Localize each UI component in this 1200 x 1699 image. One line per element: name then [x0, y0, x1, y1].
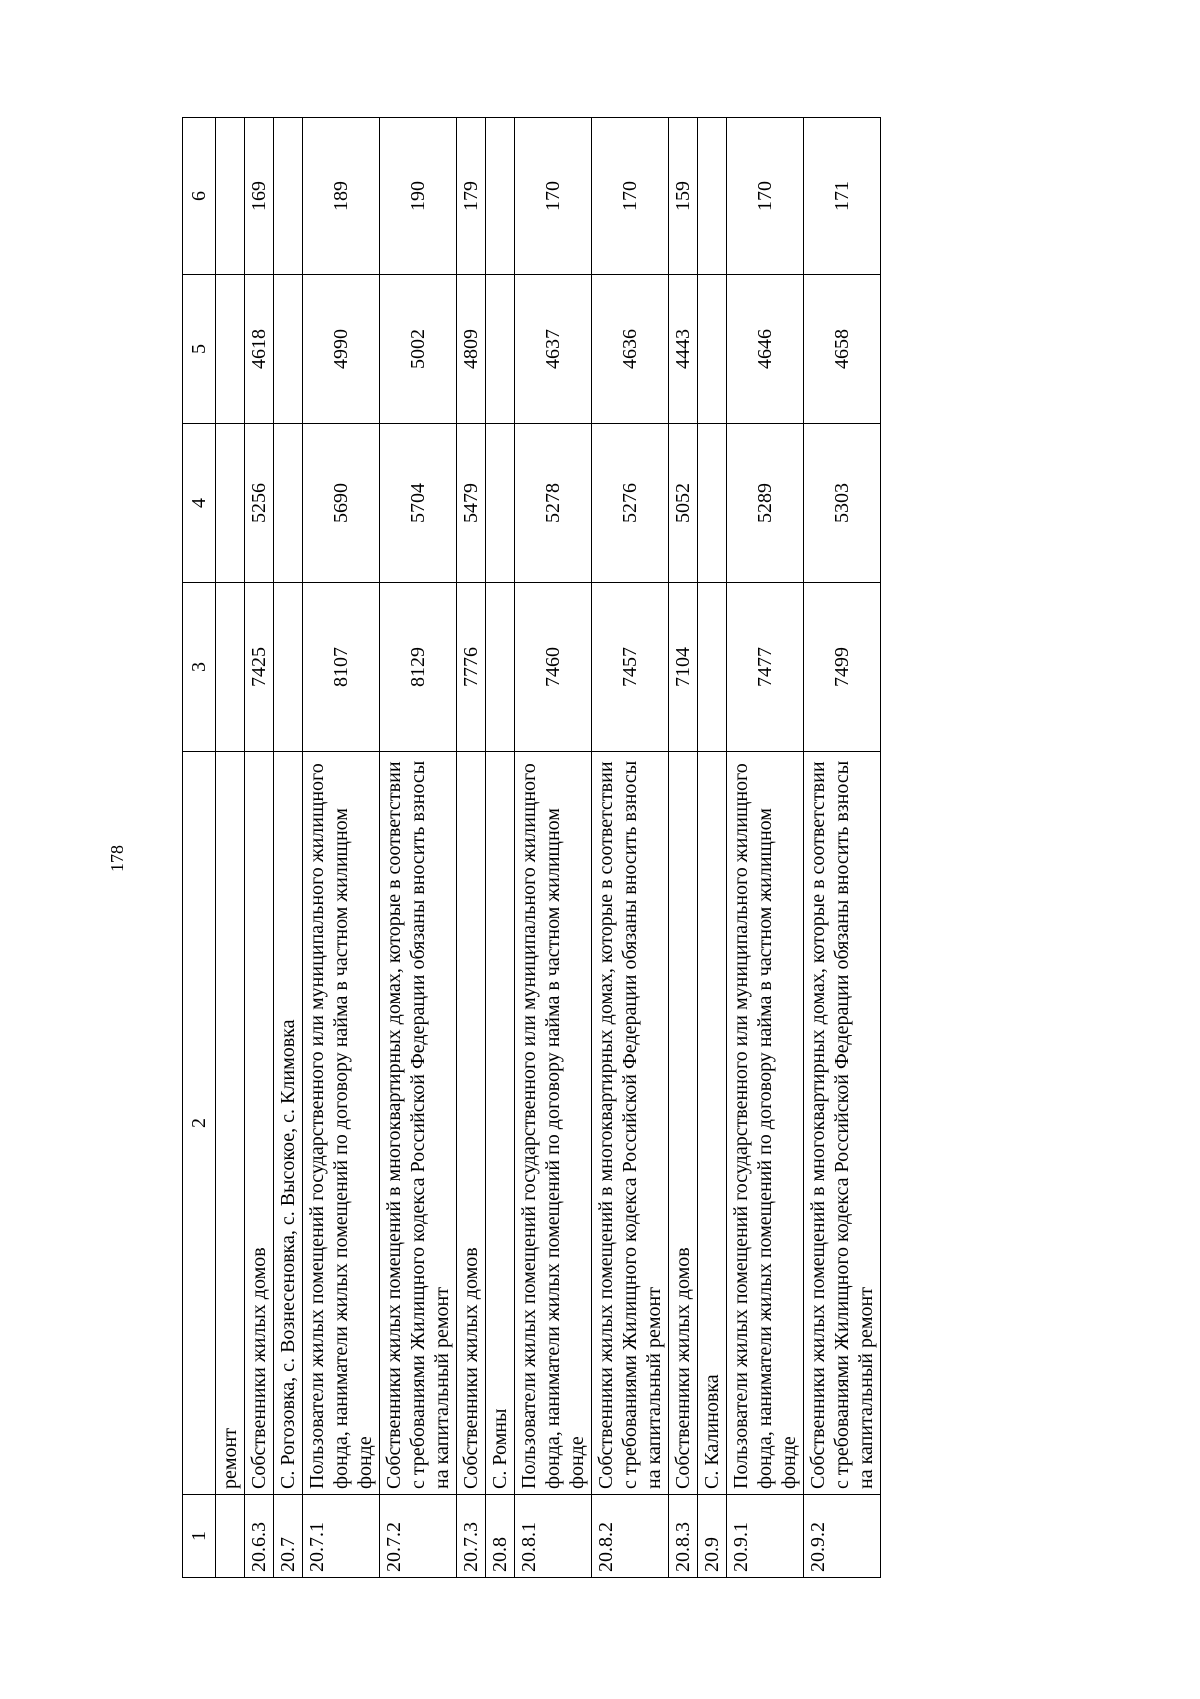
row-value-3: 7776 [457, 583, 486, 752]
row-value-4: 5278 [515, 424, 592, 583]
header-cell: 3 [183, 583, 216, 752]
row-code: 20.7.1 [303, 1495, 380, 1578]
row-code [216, 1495, 245, 1578]
row-value-5 [698, 275, 727, 424]
row-value-3 [274, 583, 303, 752]
table-row [804, 118, 881, 1578]
row-value-3 [486, 583, 515, 752]
table-row [457, 118, 486, 1578]
table-row [303, 118, 380, 1578]
row-code: 20.9 [698, 1495, 727, 1578]
row-value-6 [486, 118, 515, 275]
row-value-6: 190 [380, 118, 457, 275]
row-value-5: 4618 [245, 275, 274, 424]
row-value-5: 4809 [457, 275, 486, 424]
row-value-5 [486, 275, 515, 424]
table-header-row [183, 118, 216, 1578]
header-cell: 4 [183, 424, 216, 583]
row-value-4 [274, 424, 303, 583]
table-row [515, 118, 592, 1578]
row-value-6: 179 [457, 118, 486, 275]
row-value-3: 7460 [515, 583, 592, 752]
row-code: 20.7 [274, 1495, 303, 1578]
row-value-3 [698, 583, 727, 752]
row-value-3: 7477 [727, 583, 804, 752]
row-value-5 [216, 275, 245, 424]
row-name: Пользователи жилых помещений государственного или муниципального жилищного фонда, наниматели жилых помещений по договору найма в частном жилищном фонде [727, 752, 804, 1495]
row-name: Пользователи жилых помещений государственного или муниципального жилищного фонда, наниматели жилых помещений по договору найма в частном жилищном фонде [515, 752, 592, 1495]
table-row [669, 118, 698, 1578]
rotated-table-container [182, 118, 1092, 1578]
row-value-6: 171 [804, 118, 881, 275]
row-value-3 [216, 583, 245, 752]
row-value-4: 5690 [303, 424, 380, 583]
table-row [274, 118, 303, 1578]
row-name: С. Калиновка [698, 752, 727, 1495]
row-code: 20.7.2 [380, 1495, 457, 1578]
row-value-5: 4658 [804, 275, 881, 424]
row-name: Собственники жилых помещений в многоквартирных домах, которые в соответствии с требованиями Жилищного кодекса Российской Федерации обязаны вносить взносы на капитальный ремонт [804, 752, 881, 1495]
row-name: ремонт [216, 752, 245, 1495]
row-value-3: 8129 [380, 583, 457, 752]
table-row [380, 118, 457, 1578]
row-code: 20.8.3 [669, 1495, 698, 1578]
table-row [216, 118, 245, 1578]
row-code: 20.9.2 [804, 1495, 881, 1578]
row-value-6: 189 [303, 118, 380, 275]
row-value-6: 159 [669, 118, 698, 275]
row-value-4 [486, 424, 515, 583]
row-value-4 [216, 424, 245, 583]
row-name: Собственники жилых домов [457, 752, 486, 1495]
page-number-text: 178 [106, 844, 127, 872]
table-row [698, 118, 727, 1578]
row-code: 20.8 [486, 1495, 515, 1578]
row-name: С. Ромны [486, 752, 515, 1495]
tariff-table [182, 117, 881, 1578]
row-name: С. Рогозовка, с. Вознесеновка, с. Высокое, с. Климовка [274, 752, 303, 1495]
row-value-4 [698, 424, 727, 583]
row-value-4: 5276 [592, 424, 669, 583]
row-value-5: 4636 [592, 275, 669, 424]
row-value-5: 5002 [380, 275, 457, 424]
row-value-4: 5052 [669, 424, 698, 583]
row-value-3: 8107 [303, 583, 380, 752]
row-name: Собственники жилых помещений в многоквартирных домах, которые в соответствии с требованиями Жилищного кодекса Российской Федерации обязаны вносить взносы на капитальный ремонт [592, 752, 669, 1495]
row-value-3: 7425 [245, 583, 274, 752]
row-value-5: 4990 [303, 275, 380, 424]
row-name: Собственники жилых домов [669, 752, 698, 1495]
row-value-6 [274, 118, 303, 275]
row-value-5: 4646 [727, 275, 804, 424]
row-value-4: 5479 [457, 424, 486, 583]
row-name: Пользователи жилых помещений государственного или муниципального жилищного фонда, наниматели жилых помещений по договору найма в частном жилищном фонде [303, 752, 380, 1495]
row-code: 20.7.3 [457, 1495, 486, 1578]
row-value-3: 7457 [592, 583, 669, 752]
table-row [592, 118, 669, 1578]
row-value-3: 7104 [669, 583, 698, 752]
table-row [486, 118, 515, 1578]
header-cell: 1 [183, 1495, 216, 1578]
row-value-5: 4443 [669, 275, 698, 424]
row-value-4: 5256 [245, 424, 274, 583]
row-code: 20.6.3 [245, 1495, 274, 1578]
table-row [245, 118, 274, 1578]
table-row [727, 118, 804, 1578]
row-value-6: 170 [727, 118, 804, 275]
row-value-6: 169 [245, 118, 274, 275]
row-value-6: 170 [592, 118, 669, 275]
row-value-4: 5303 [804, 424, 881, 583]
row-code: 20.9.1 [727, 1495, 804, 1578]
row-value-6 [216, 118, 245, 275]
row-name: Собственники жилых помещений в многоквартирных домах, которые в соответствии с требованиями Жилищного кодекса Российской Федерации обязаны вносить взносы на капитальный ремонт [380, 752, 457, 1495]
row-value-4: 5289 [727, 424, 804, 583]
row-value-5 [274, 275, 303, 424]
row-name: Собственники жилых домов [245, 752, 274, 1495]
row-code: 20.8.1 [515, 1495, 592, 1578]
header-cell: 6 [183, 118, 216, 275]
header-cell: 5 [183, 275, 216, 424]
row-value-6 [698, 118, 727, 275]
row-value-3: 7499 [804, 583, 881, 752]
row-value-6: 170 [515, 118, 592, 275]
row-value-5: 4637 [515, 275, 592, 424]
row-value-4: 5704 [380, 424, 457, 583]
header-cell: 2 [183, 752, 216, 1495]
row-code: 20.8.2 [592, 1495, 669, 1578]
page-number [106, 838, 128, 878]
